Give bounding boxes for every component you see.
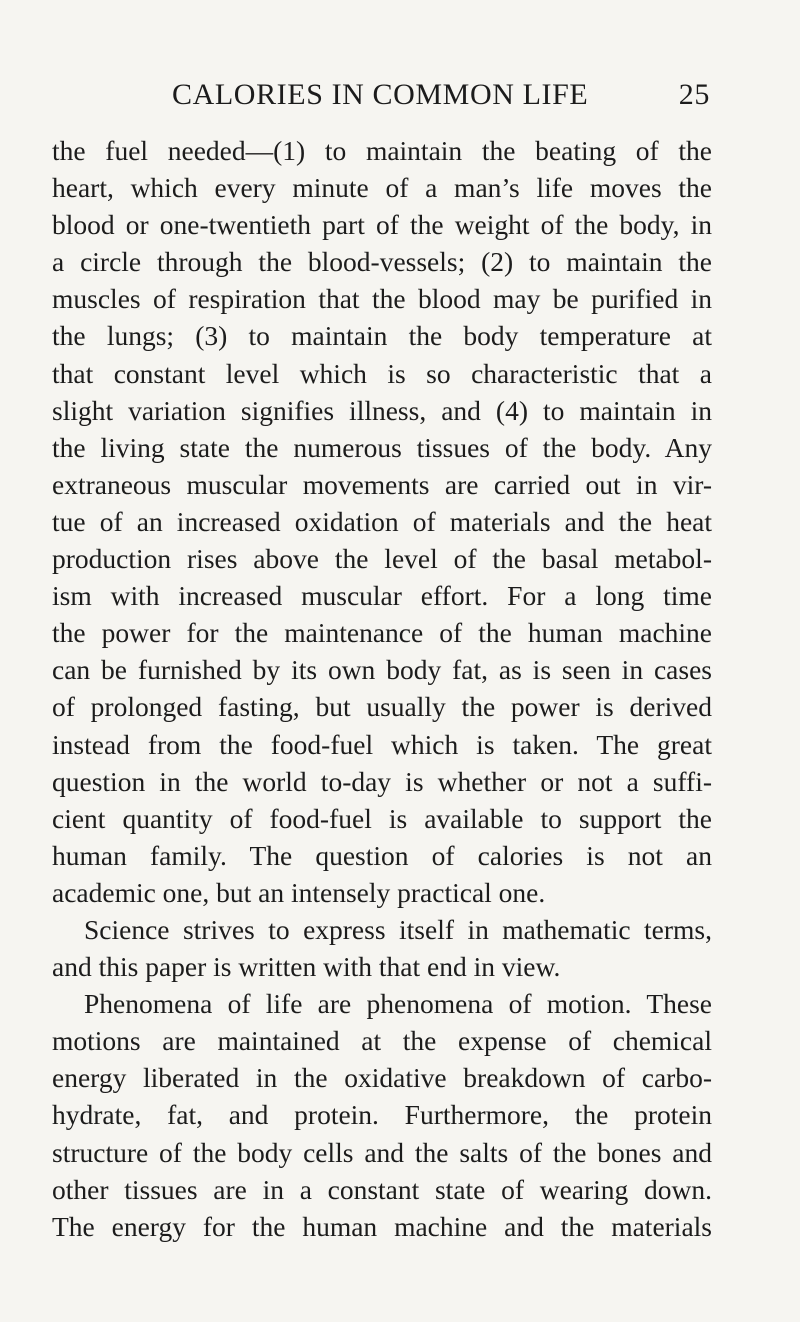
text-line: a circle through the blood-vessels; (2) to maintain the [52, 246, 712, 278]
text-line: extraneous muscular movements are carried out in vir- [52, 468, 712, 500]
text-line: blood or one-twentieth part of the weight of the body, in [52, 209, 712, 241]
text-line: tue of an increased oxidation of materials and the heat [52, 505, 712, 537]
text-line: ism with increased muscular effort. For a long time [52, 580, 712, 612]
text-line: Science strives to express itself in mathematic terms, [84, 913, 712, 945]
text-line: slight variation signifies illness, and (4) to maintain in [52, 394, 712, 426]
text-line: other tissues are in a constant state of wearing down. [52, 1173, 712, 1205]
running-head [172, 78, 710, 122]
text-line: motions are maintained at the expense of chemical [52, 1025, 712, 1057]
text-line: can be furnished by its own body fat, as is seen in cases [52, 654, 712, 686]
text-line: that constant level which is so characteristic that a [52, 357, 712, 389]
text-line: question in the world to-day is whether or not a suffi- [52, 765, 712, 797]
page-number: 25 [678, 78, 710, 111]
body-text [52, 132, 712, 1245]
text-line: The energy for the human machine and the materials [52, 1210, 712, 1242]
text-line: the power for the maintenance of the human machine [52, 617, 712, 649]
text-line: structure of the body cells and the salts of the bones and [52, 1136, 712, 1168]
text-line: the fuel needed—(1) to maintain the beating of the [52, 135, 712, 166]
text-line: hydrate, fat, and protein. Furthermore, the protein [52, 1099, 712, 1131]
text-line: Phenomena of life are phenomena of motion. These [84, 988, 712, 1020]
text-line: energy liberated in the oxidative breakdown of carbo- [52, 1062, 712, 1094]
running-title: CALORIES IN COMMON LIFE [172, 78, 589, 111]
text-line: human family. The question of calories is not an [52, 839, 712, 871]
text-line: heart, which every minute of a man’s life moves the [52, 172, 712, 204]
text-line: the lungs; (3) to maintain the body temperature at [52, 320, 712, 352]
text-line: the living state the numerous tissues of the body. Any [52, 431, 712, 463]
text-line: of prolonged fasting, but usually the power is derived [52, 691, 712, 723]
text-line: and this paper is written with that end in view. [52, 951, 561, 983]
text-line: cient quantity of food-fuel is available to support the [52, 802, 712, 834]
text-line: instead from the food-fuel which is taken. The great [52, 728, 712, 760]
text-line: muscles of respiration that the blood may be purified in [52, 283, 712, 315]
text-line: academic one, but an intensely practical one. [52, 876, 546, 908]
text-line: production rises above the level of the basal metabol- [52, 543, 712, 575]
